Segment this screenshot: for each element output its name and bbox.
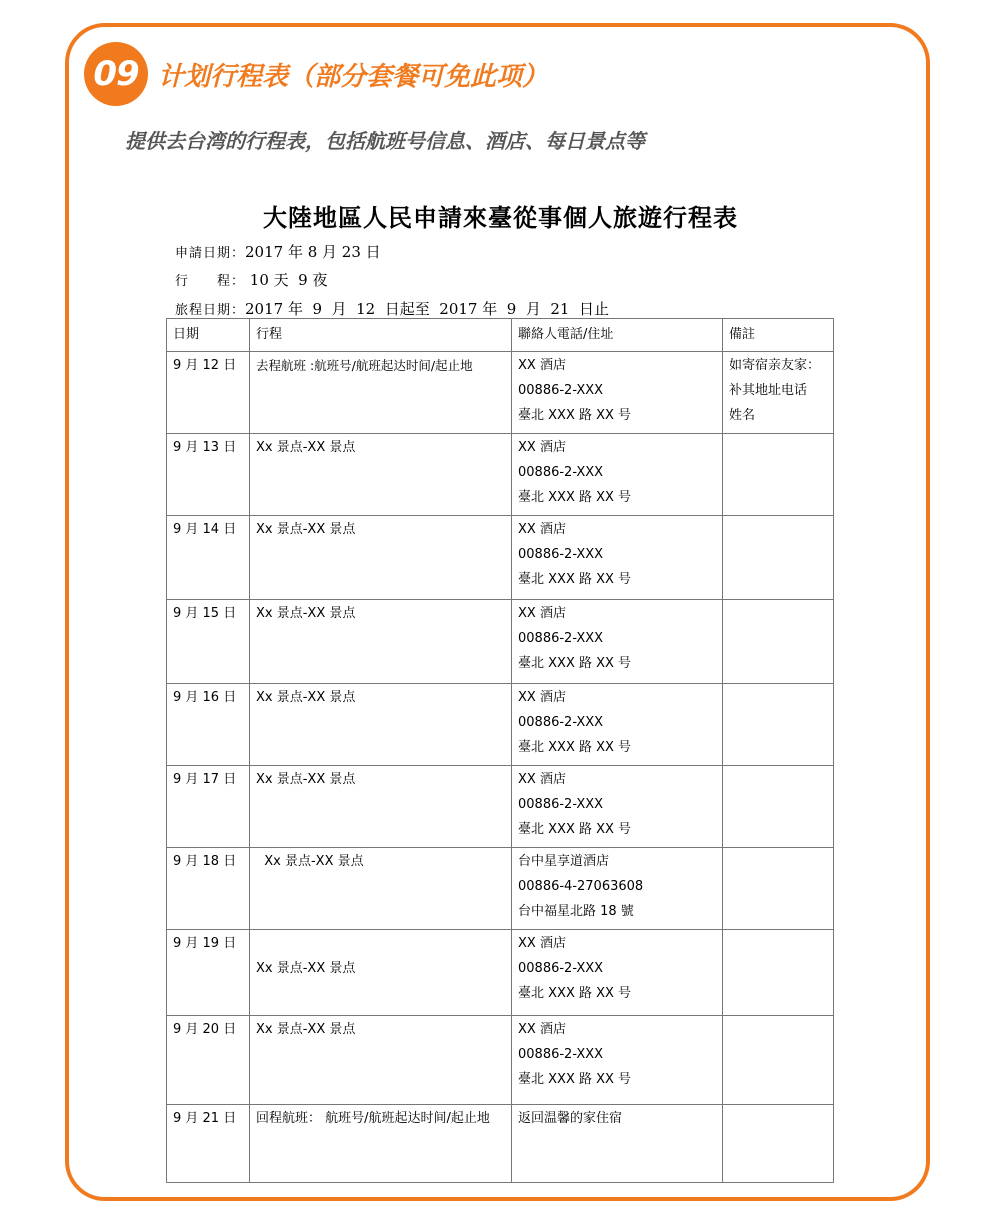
section-number-badge: 09: [84, 42, 148, 106]
contact-address: 臺北 XXX 路 XX 号: [518, 986, 632, 1001]
contact-cell: [512, 516, 723, 600]
contact-note: 返回温馨的家住宿: [518, 1111, 623, 1126]
itinerary-cell: Xx 景点-XX 景点: [250, 766, 512, 848]
contact-phone: 00886-2-XXX: [518, 547, 604, 562]
contact-address: 臺北 XXX 路 XX 号: [518, 656, 632, 671]
date-cell: 9 月 14 日: [167, 516, 250, 600]
trip-duration-line: [175, 269, 328, 290]
notes-cell: [723, 684, 834, 766]
notes-cell: [723, 1016, 834, 1105]
notes-cell: [723, 848, 834, 930]
contact-cell: [512, 848, 723, 930]
notes-cell: [723, 600, 834, 684]
contact-address: 臺北 XXX 路 XX 号: [518, 572, 632, 587]
document-title: 大陸地區人民申請來臺從事個人旅遊行程表: [263, 203, 738, 232]
notes-line: 补其地址电话: [729, 383, 808, 398]
contact-phone: 00886-2-XXX: [518, 715, 604, 730]
date-cell: 9 月 20 日: [167, 1016, 250, 1105]
contact-address: 臺北 XXX 路 XX 号: [518, 408, 632, 423]
contact-cell: [512, 766, 723, 848]
section-subtitle: 提供去台湾的行程表，包括航班号信息、酒店、每日景点等: [125, 129, 645, 153]
itinerary-cell: Xx 景点-XX 景点: [250, 434, 512, 516]
table-row: [167, 930, 834, 1016]
contact-address: 臺北 XXX 路 XX 号: [518, 1072, 632, 1087]
date-cell: 9 月 12 日: [167, 352, 250, 434]
header-date: 日期: [167, 319, 250, 352]
contact-address: 台中福星北路 18 號: [518, 904, 634, 919]
table-row: [167, 352, 834, 434]
date-cell: 9 月 15 日: [167, 600, 250, 684]
date-cell: 9 月 21 日: [167, 1105, 250, 1183]
table-row: [167, 516, 834, 600]
travel-dates-line: [175, 298, 609, 319]
contact-hotel: 台中星享道酒店: [518, 854, 610, 869]
table-row: [167, 684, 834, 766]
itinerary-text: 去程航班 :航班号/航班起达时间/起止地: [256, 358, 473, 373]
table-row: [167, 1105, 834, 1183]
trip-duration-value: 10 天 9 夜: [245, 271, 328, 289]
date-cell: 9 月 16 日: [167, 684, 250, 766]
contact-phone: 00886-2-XXX: [518, 383, 604, 398]
table-header-row: [167, 319, 834, 352]
contact-phone: 00886-2-XXX: [518, 465, 604, 480]
date-cell: 9 月 19 日: [167, 930, 250, 1016]
contact-hotel: XX 酒店: [518, 358, 566, 373]
contact-address: 臺北 XXX 路 XX 号: [518, 490, 632, 505]
contact-phone: 00886-2-XXX: [518, 1047, 604, 1062]
date-cell: 9 月 17 日: [167, 766, 250, 848]
date-cell: 9 月 13 日: [167, 434, 250, 516]
itinerary-cell: Xx 景点-XX 景点: [250, 600, 512, 684]
contact-phone: 00886-2-XXX: [518, 961, 604, 976]
itinerary-cell: Xx 景点-XX 景点: [250, 848, 512, 930]
notes-line: 如寄宿亲友家：: [729, 358, 821, 373]
contact-hotel: XX 酒店: [518, 772, 566, 787]
itinerary-cell: 回程航班： 航班号/航班起达时间/起止地: [250, 1105, 512, 1183]
travel-dates-label: 旅程日期：: [175, 303, 246, 318]
itinerary-cell: Xx 景点-XX 景点: [250, 1016, 512, 1105]
apply-date-line: [175, 241, 381, 262]
header-contact: 聯絡人電話/住址: [512, 319, 723, 352]
date-cell: 9 月 18 日: [167, 848, 250, 930]
apply-date-label: 申請日期：: [175, 246, 246, 261]
notes-cell: [723, 516, 834, 600]
trip-duration-label: 行 程：: [175, 274, 246, 289]
contact-cell: [512, 930, 723, 1016]
section-title: 计划行程表（部分套餐可免此项）: [158, 62, 549, 92]
table-row: [167, 1016, 834, 1105]
contact-hotel: XX 酒店: [518, 690, 566, 705]
itinerary-cell: Xx 景点-XX 景点: [250, 516, 512, 600]
header-notes: 備註: [723, 319, 834, 352]
contact-hotel: XX 酒店: [518, 522, 566, 537]
contact-phone: 00886-2-XXX: [518, 797, 604, 812]
table-row: [167, 848, 834, 930]
table-row: [167, 600, 834, 684]
apply-date-value: 2017 年 8 月 23 日: [245, 243, 381, 261]
notes-cell: [723, 1105, 834, 1183]
notes-line: 姓名: [729, 408, 756, 423]
contact-cell: [512, 684, 723, 766]
contact-address: 臺北 XXX 路 XX 号: [518, 740, 632, 755]
itinerary-cell: [250, 352, 512, 434]
header-itinerary: 行程: [250, 319, 512, 352]
contact-address: 臺北 XXX 路 XX 号: [518, 822, 632, 837]
contact-cell: [512, 1105, 723, 1183]
notes-cell: [723, 766, 834, 848]
contact-phone: 00886-4-27063608: [518, 879, 644, 894]
notes-cell: [723, 930, 834, 1016]
itinerary-cell: Xx 景点-XX 景点: [250, 930, 512, 1016]
table-row: [167, 434, 834, 516]
itinerary-table: [166, 318, 834, 1183]
travel-dates-value: 2017 年 9 月 12 日起至 2017 年 9 月 21 日止: [245, 300, 609, 318]
contact-hotel: XX 酒店: [518, 1022, 566, 1037]
contact-cell: [512, 1016, 723, 1105]
notes-cell: [723, 434, 834, 516]
contact-cell: [512, 352, 723, 434]
contact-hotel: XX 酒店: [518, 440, 566, 455]
itinerary-cell: Xx 景点-XX 景点: [250, 684, 512, 766]
contact-phone: 00886-2-XXX: [518, 631, 604, 646]
contact-cell: [512, 600, 723, 684]
contact-hotel: XX 酒店: [518, 606, 566, 621]
notes-cell: [723, 352, 834, 434]
contact-hotel: XX 酒店: [518, 936, 566, 951]
contact-cell: [512, 434, 723, 516]
table-row: [167, 766, 834, 848]
